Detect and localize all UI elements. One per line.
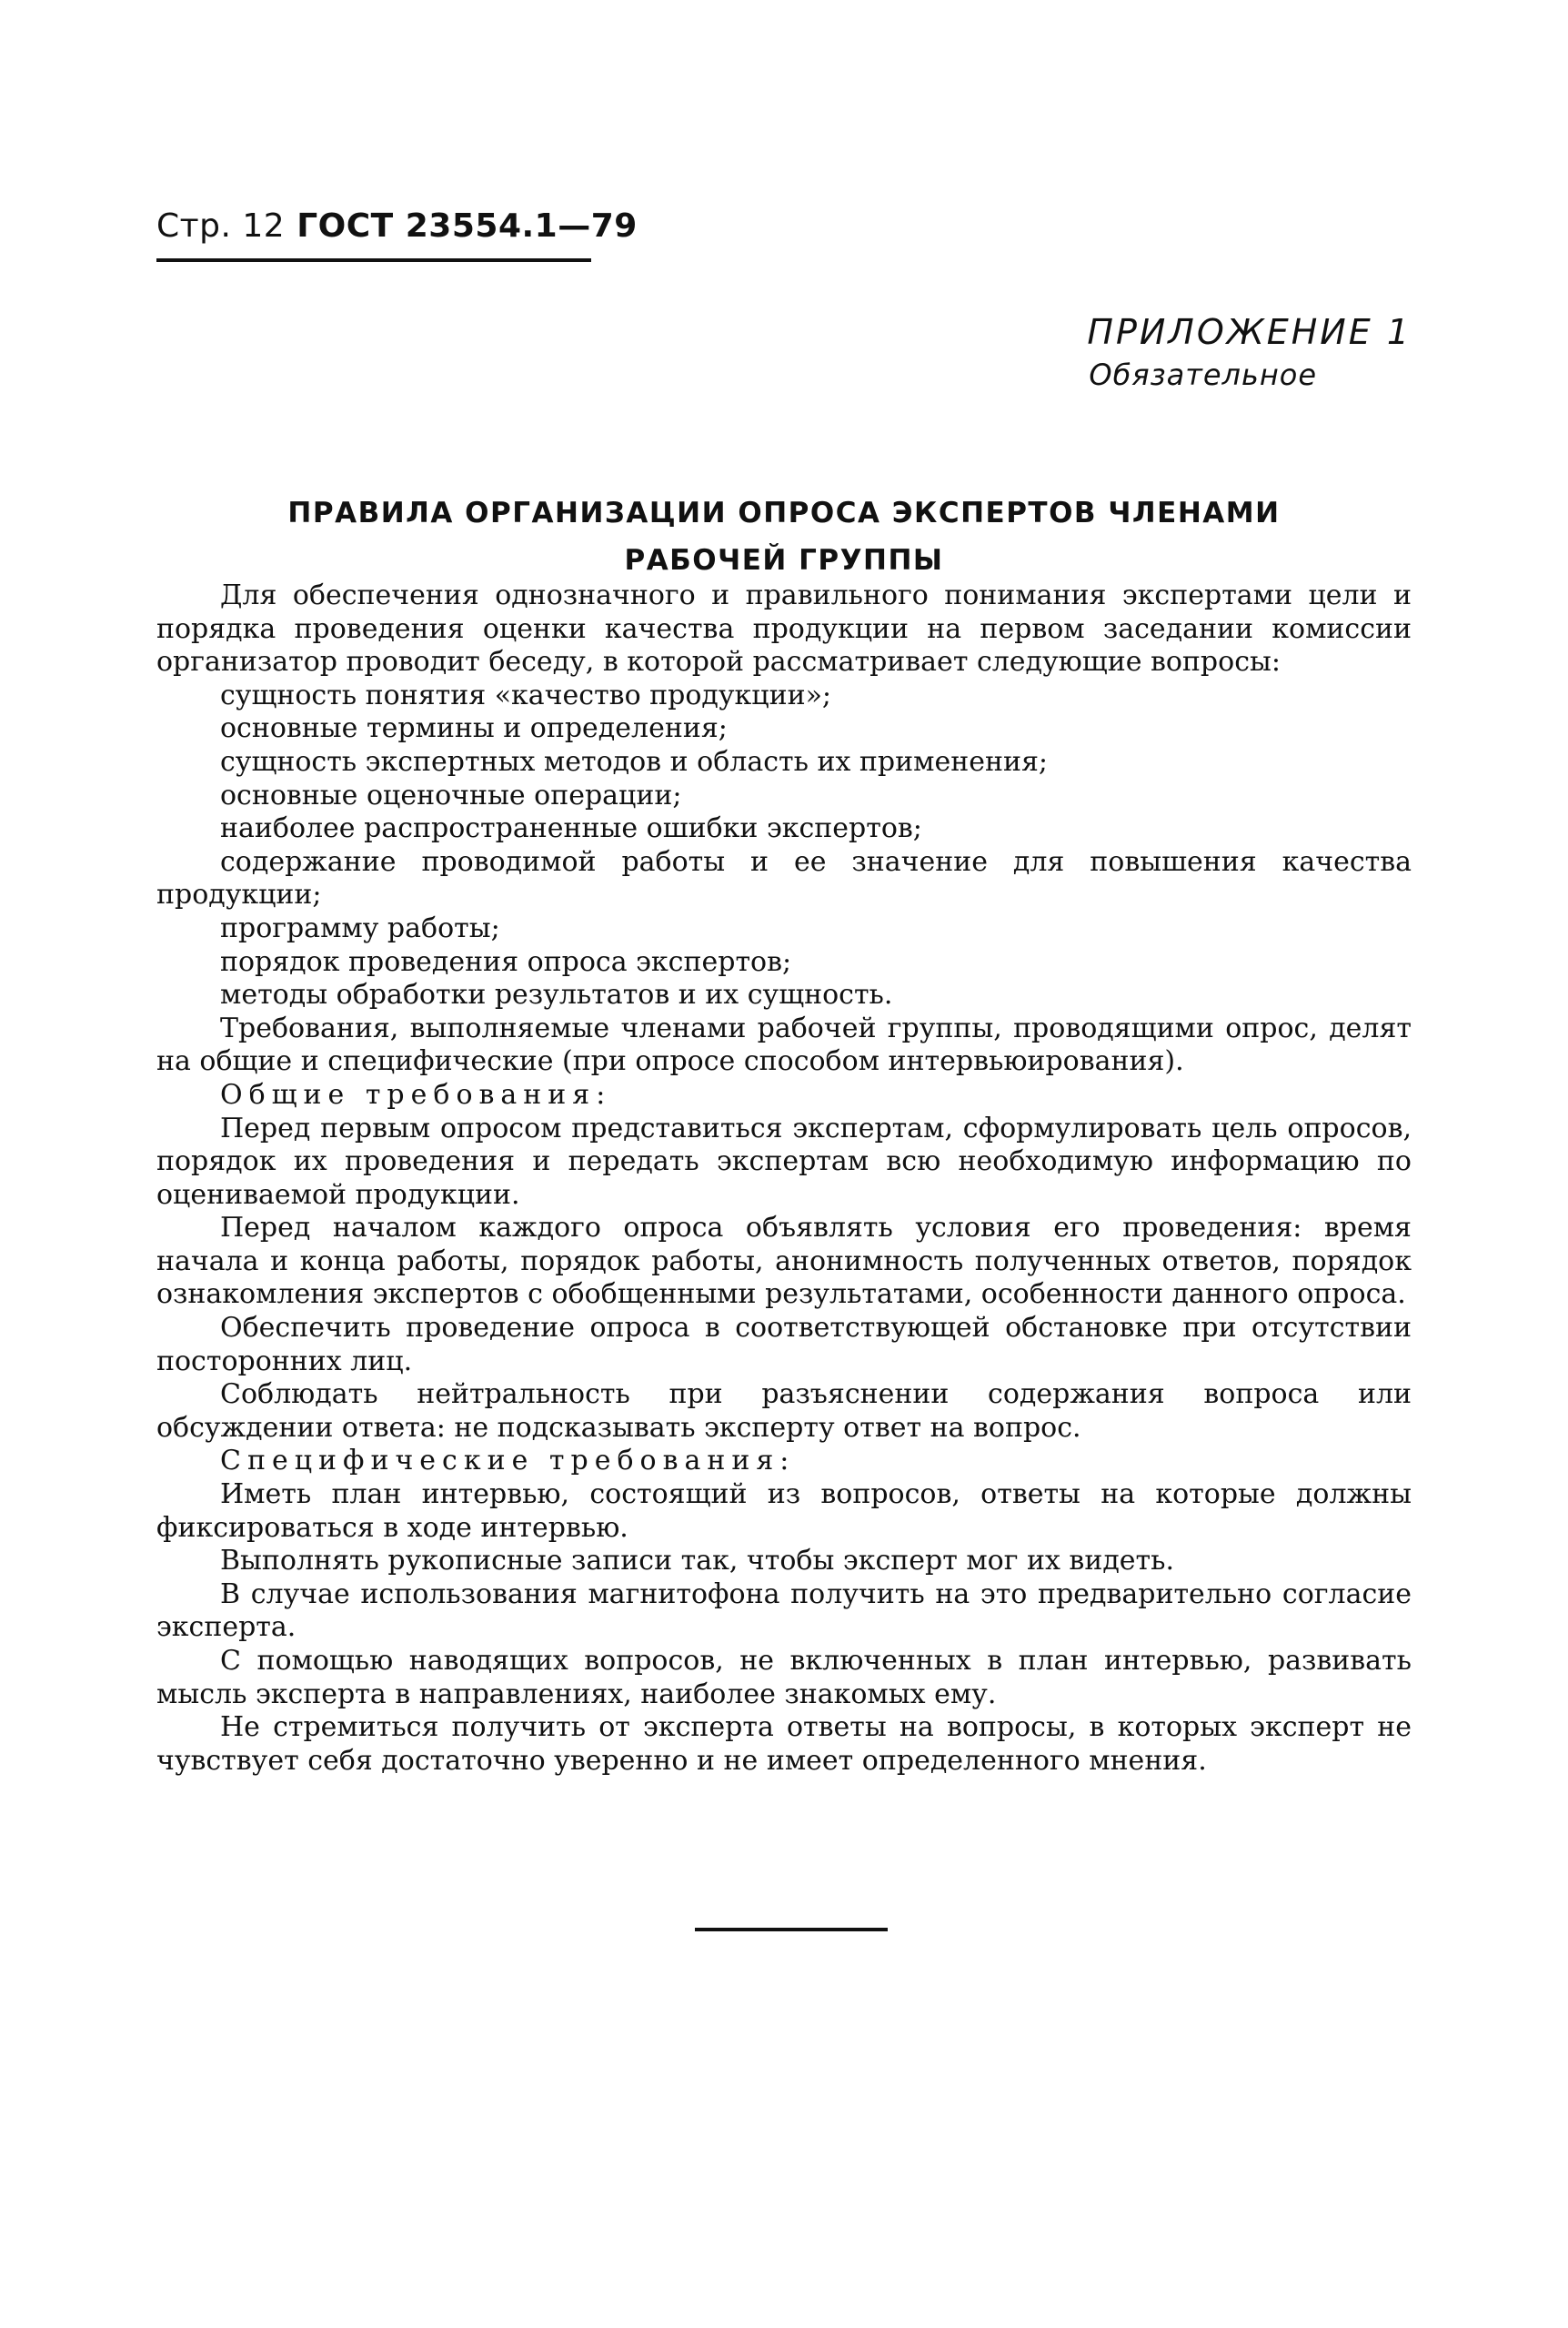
end-rule — [695, 1928, 888, 1931]
body-text — [156, 579, 1412, 1778]
appendix-title: ПРИЛОЖЕНИЕ 1 — [1087, 312, 1412, 352]
appendix-block — [1087, 309, 1412, 395]
subheading-general-requirements: Общие требования: — [220, 1078, 612, 1111]
paragraph: Выполнять рукописные записи так, чтобы эксперт мог их видеть. — [220, 1545, 1175, 1577]
paragraph: Требования, выполняемые членами рабочей группы, проводящими опрос, делят на общие и специфические (при опросе способом интервьюирования). — [156, 1012, 1412, 1078]
paragraph: Не стремиться получить от эксперта ответы на вопросы, в которых эксперт не чувствует себя достаточно уверенно и не имеет определенного мнения. — [156, 1711, 1412, 1777]
list-item: содержание проводимой работы и ее значение для повышения качества продукции; — [156, 845, 1412, 912]
running-header — [156, 207, 638, 245]
paragraph: В случае использования магнитофона получить на это предварительно согласие эксперта. — [156, 1577, 1412, 1644]
paragraph: Соблюдать нейтральность при разъяснении содержания вопроса или обсуждении ответа: не подсказывать эксперту ответ на вопрос. — [156, 1378, 1412, 1444]
paragraph: Иметь план интервью, состоящий из вопросов, ответы на которые должны фиксироваться в ходе интервью. — [156, 1478, 1412, 1544]
appendix-subtitle: Обязательное — [1089, 358, 1318, 392]
page-label: Стр. 12 — [156, 207, 286, 245]
header-rule — [156, 258, 591, 262]
list-item: программу работы; — [220, 912, 500, 944]
paragraph: Перед первым опросом представиться экспертам, сформулировать цель опросов, порядок их проведения и передать экспертам всю необходимую информацию по оцениваемой продукции. — [156, 1112, 1412, 1211]
list-item: наиболее распространенные ошибки экспертов; — [220, 812, 922, 845]
section-title-line: ПРАВИЛА ОРГАНИЗАЦИИ ОПРОСА ЭКСПЕРТОВ ЧЛЕНАМИ — [287, 497, 1281, 529]
list-item: сущность экспертных методов и область их применения; — [220, 745, 1048, 778]
section-title-line: РАБОЧЕЙ ГРУППЫ — [624, 544, 944, 577]
section-title — [156, 489, 1412, 584]
paragraph: Перед началом каждого опроса объявлять условия его проведения: время начала и конца работы, порядок работы, анонимность полученных ответов, порядок ознакомления экспертов с обобщенными результатами, особенности данного опроса. — [156, 1212, 1412, 1311]
paragraph: Обеспечить проведение опроса в соответствующей обстановке при отсутствии посторонних лиц. — [156, 1312, 1412, 1377]
paragraph: С помощью наводящих вопросов, не включенных в план интервью, развивать мысль эксперта в направлениях, наиболее знакомых ему. — [156, 1645, 1412, 1710]
standard-number: ГОСТ 23554.1—79 — [297, 207, 638, 245]
paragraph: Для обеспечения однозначного и правильного понимания экспертами цели и порядка проведения оценки качества продукции на первом заседании комиссии организатор проводит беседу, в которой рассматривает следующие вопросы: — [156, 579, 1412, 679]
list-item: сущность понятия «качество продукции»; — [220, 679, 832, 711]
list-item: основные термины и определения; — [220, 712, 728, 745]
list-item: порядок проведения опроса экспертов; — [220, 945, 792, 978]
list-item: основные оценочные операции; — [220, 779, 682, 811]
list-item: методы обработки результатов и их сущность. — [220, 979, 893, 1012]
subheading-specific-requirements: Специфические требования: — [220, 1445, 796, 1477]
